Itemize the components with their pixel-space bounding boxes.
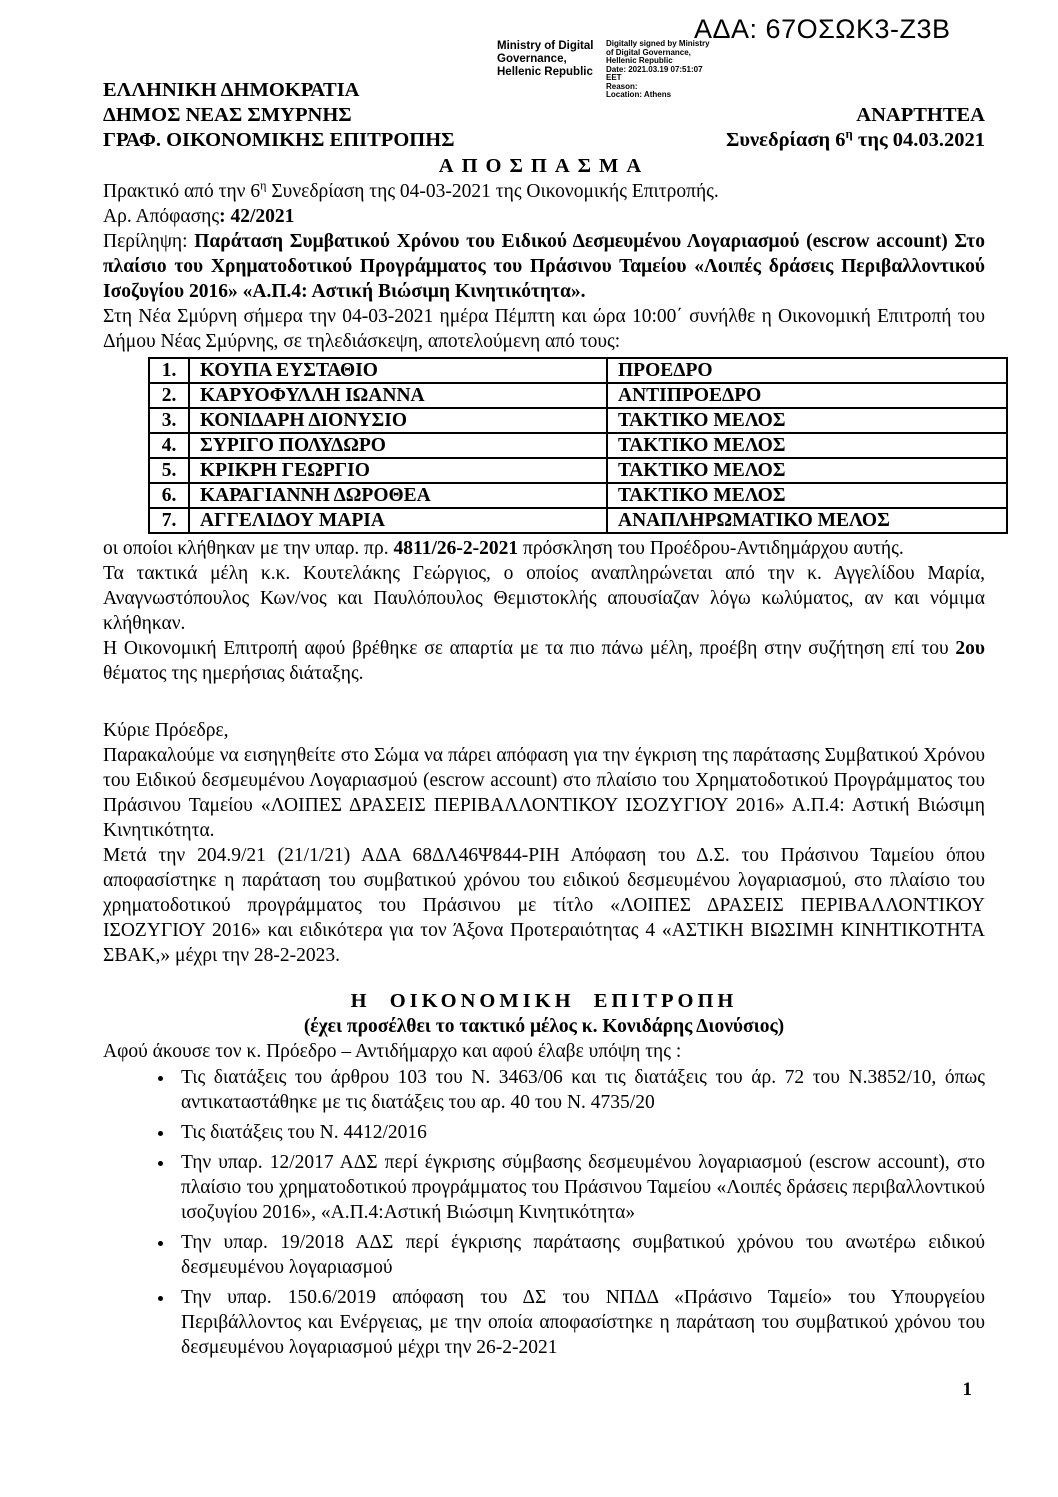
- consideration-item: • Τις διατάξεις του άρθρου 103 του Ν. 3463/06 και τις διατάξεις του άρ. 72 του Ν.3852/10, όπως αντικαταστάθηκε με τις διατάξεις του αρ. 40 του Ν. 4735/20: [175, 1065, 985, 1115]
- stamp-name-line: Governance,: [497, 53, 567, 65]
- org-line-municipality: ΔΗΜΟΣ ΝΕΑΣ ΣΜΥΡΝΗΣ: [103, 104, 352, 126]
- absent-members-paragraph: Τα τακτικά μέλη κ.κ. Κουτελάκης Γεώργιος, ο οποίος αναπληρώνεται από την κ. Αγγελίδου Μαρία, Αναγνωστόπουλος Κων/νος και Παυλόπουλος Θεμιστοκλής απουσίαζαν λόγω κωλύματος, αν και νόμιμα κλήθηκαν.: [103, 563, 985, 634]
- member-name: ΚΟΝΙΔΑΡΗ ΔΙΟΝΥΣΙΟ: [189, 408, 607, 433]
- decision-number-line: [103, 204, 985, 229]
- consideration-item: • Την υπαρ. 150.6/2019 απόφαση του ΔΣ του ΝΠΔΔ «Πράσινο Ταμείο» του Υπουργείου Περιβάλλοντος και Ενέργειας, με την οποία αποφασίστηκε η παράταση του συμβατικού χρόνου του δεσμευμένου λογαριασμού μέχρι την 26-2-2021: [175, 1285, 985, 1360]
- session-info: [726, 128, 985, 153]
- salutation-line: Κύριε Πρόεδρε,: [103, 720, 229, 741]
- request-paragraph: Παρακαλούμε να εισηγηθείτε στο Σώμα να πάρει απόφαση για την έγκριση της παράτασης Συμβατικού Χρόνου του Ειδικού δεσμευμένου Λογαριασμού (escrow account) στο πλαίσιο του Χρηματοδοτικού Προγράμματος του Πράσινου Ταμείου «ΛΟΙΠΕΣ ΔΡΑΣΕΙΣ ΠΕΡΙΒΑΛΛΟΝΤΙΚΟΥ ΙΣΟΖΥΓΙΟΥ 2016» Α.Π.4: Αστική Βιώσιμη Κινητικότητα.: [103, 745, 985, 841]
- agenda-item-number: 2ου: [955, 638, 985, 659]
- member-number: 7.: [149, 508, 189, 533]
- having-heard-line: Αφού άκουσε τον κ. Πρόεδρο – Αντιδήμαρχο και αφού έλαβε υπόψη της :: [103, 1041, 682, 1062]
- decision-number-value: : 42/2021: [219, 206, 295, 227]
- member-role: ΑΝΤΙΠΡΟΕΔΡΟ: [607, 383, 1007, 408]
- member-row: [149, 408, 1007, 433]
- stamp-detail-line: Digitally signed by Ministry: [606, 39, 710, 48]
- summary-label: Περίληψη:: [103, 231, 195, 252]
- invitation-text-rest: πρόσκληση του Προέδρου-Αντιδημάρχου αυτής.: [518, 538, 904, 559]
- member-row: [149, 483, 1007, 508]
- member-name: ΚΑΡΑΓΙΑΝΝΗ ΔΩΡΟΘΕΑ: [189, 483, 607, 508]
- minutes-superscript: η: [260, 178, 267, 193]
- committee-subheading: (έχει προσέλθει το τακτικό μέλος κ. Κονιδάρης Διονύσιος): [303, 1016, 785, 1037]
- anartitea-label: ΑΝΑΡΤΗΤΕΑ: [856, 104, 985, 126]
- quorum-paragraph: [103, 636, 985, 686]
- member-number: 5.: [149, 458, 189, 483]
- member-row: [149, 433, 1007, 458]
- member-role: ΤΑΚΤΙΚΟ ΜΕΛΟΣ: [607, 458, 1007, 483]
- document-header: [103, 78, 985, 153]
- green-fund-decision-paragraph: Μετά την 204.9/21 (21/1/21) ΑΔΑ 68ΔΛ46Ψ844-ΡΙΗ Απόφαση του Δ.Σ. του Πράσινου Ταμείου όπου αποφασίστηκε η παράταση του συμβατικού χρόνου του ειδικού δεσμευμένου λογαριασμού, στο πλαίσιο του χρηματοδοτικού προγράμματος του Πράσινου με τίτλο «ΛΟΙΠΕΣ ΔΡΑΣΕΙΣ ΠΕΡΙΒΑΛΛΟΝΤΙΚΟΥ ΙΣΟΖΥΓΙΟΥ 2016» και ειδικότερα για τον Άξονα Προτεραιότητας 4 «ΑΣΤΙΚΗ ΒΙΩΣΙΜΗ ΚΙΝΗΤΙΚΟΤΗΤΑ ΣΒΑΚ,» μέχρι την 28-2-2023.: [103, 845, 985, 966]
- member-name: ΑΓΓΕΛΙΔΟΥ ΜΑΡΙΑ: [189, 508, 607, 533]
- member-row: [149, 383, 1007, 408]
- stamp-detail-line: of Digital Governance,: [606, 47, 691, 57]
- member-row: [149, 358, 1007, 383]
- summary-paragraph: [103, 229, 985, 304]
- member-role: ΤΑΚΤΙΚΟ ΜΕΛΟΣ: [607, 408, 1007, 433]
- consideration-item: • Τις διατάξεις του Ν. 4412/2016: [175, 1120, 985, 1145]
- members-table: [148, 357, 1008, 534]
- member-name: ΣΥΡΙΓΟ ΠΟΛΥΔΩΡΟ: [189, 433, 607, 458]
- member-number: 4.: [149, 433, 189, 458]
- stamp-detail-line: Reason:: [606, 81, 638, 91]
- member-number: 3.: [149, 408, 189, 433]
- member-role: ΤΑΚΤΙΚΟ ΜΕΛΟΣ: [607, 483, 1007, 508]
- invitation-text: οι οποίοι κλήθηκαν με την υπαρ. πρ.: [103, 538, 394, 559]
- member-number: 1.: [149, 358, 189, 383]
- member-number: 6.: [149, 483, 189, 508]
- session-opening-paragraph: Στη Νέα Σμύρνη σήμερα την 04-03-2021 ημέρα Πέμπτη και ώρα 10:00΄ συνήλθε η Οικονομική Επιτροπή του Δήμου Νέας Σμύρνης, σε τηλεδιάσκεψη, αποτελούμενη από τους:: [103, 306, 985, 352]
- stamp-name-line: Hellenic Republic: [497, 66, 593, 78]
- committee-heading: Η ΟΙΚΟΝΟΜΙΚΗ ΕΠΙΤΡΟΠΗ: [350, 990, 738, 1012]
- member-role: ΠΡΟΕΔΡΟ: [607, 358, 1007, 383]
- summary-text: Παράταση Συμβατικού Χρόνου του Ειδικού Δεσμευμένου Λογαριασμού (escrow account) Στο πλαίσιο του Χρηματοδοτικού Προγράμματος του Πράσινου Ταμείου «Λοιπές δράσεις Περιβαλλοντικού Ισοζυγίου 2016» «Α.Π.4: Αστική Βιώσιμη Κινητικότητα».: [103, 231, 985, 302]
- minutes-line: [103, 179, 985, 204]
- member-name: ΚΟΥΠΑ ΕΥΣΤΑΘΙΟ: [189, 358, 607, 383]
- stamp-detail-line: EET: [606, 73, 622, 82]
- stamp-detail-line: Location: Athens: [606, 90, 672, 99]
- spacer: [103, 686, 985, 718]
- member-role: ΤΑΚΤΙΚΟ ΜΕΛΟΣ: [607, 433, 1007, 458]
- quorum-text: Η Οικονομική Επιτροπή αφού βρέθηκε σε απαρτία με τα πιο πάνω μέλη, προέβη στην συζήτηση επί του: [103, 638, 956, 659]
- session-prefix: Συνεδρίαση 6: [725, 129, 846, 151]
- org-line-republic: ΕΛΛΗΝΙΚΗ ΔΗΜΟΚΡΑΤΙΑ: [103, 79, 360, 101]
- ada-code: ΑΔΑ: 67ΟΣΩΚ3-Ζ3Β: [694, 14, 951, 44]
- member-name: ΚΡΙΚΡΗ ΓΕΩΡΓΙΟ: [189, 458, 607, 483]
- decision-number-label: Αρ. Απόφασης: [103, 206, 220, 227]
- session-superscript: η: [845, 127, 853, 142]
- invitation-paragraph: [103, 536, 985, 561]
- considerations-list: [103, 1065, 985, 1360]
- consideration-item: • Την υπαρ. 12/2017 ΑΔΣ περί έγκρισης σύμβασης δεσμευμένου λογαριασμού (escrow account), στο πλαίσιο του χρηματοδοτικού προγράμματος του Πράσινου Ταμείου «Λοιπές δράσεις περιβαλλοντικού ισοζυγίου 2016», «Α.Π.4:Αστική Βιώσιμη Κινητικότητα»: [175, 1150, 985, 1225]
- header-right: [726, 103, 985, 153]
- member-role: ΑΝΑΠΛΗΡΩΜΑΤΙΚΟ ΜΕΛΟΣ: [607, 508, 1007, 533]
- stamp-name-line: Ministry of Digital: [497, 40, 594, 52]
- stamp-detail-line: Hellenic Republic: [606, 56, 673, 65]
- document-title: ΑΠΟΣΠΑΣΜΑ: [438, 155, 650, 177]
- member-row: [149, 508, 1007, 533]
- member-row: [149, 458, 1007, 483]
- minutes-line-text: Πρακτικό από την 6: [103, 181, 261, 202]
- session-suffix: της 04.03.2021: [852, 129, 985, 151]
- page-number: 1: [962, 1379, 972, 1400]
- member-number: 2.: [149, 383, 189, 408]
- consideration-item: • Την υπαρ. 19/2018 ΑΔΣ περί έγκρισης παράτασης συμβατικού χρόνου του ανωτέρω ειδικού δεσμευμένου λογαριασμού: [175, 1230, 985, 1280]
- minutes-line-rest: Συνεδρίαση της 04-03-2021 της Οικονομικής Επιτροπής.: [266, 181, 719, 202]
- stamp-detail-line: Date: 2021.03.19 07:51:07: [606, 64, 703, 74]
- org-line-office: ΓΡΑΦ. ΟΙΚΟΝΟΜΙΚΗΣ ΕΠΙΤΡΟΠΗΣ: [103, 129, 455, 151]
- invitation-protocol-number: 4811/26-2-2021: [393, 538, 519, 559]
- member-name: ΚΑΡΥΟΦΥΛΛΗ ΙΩΑΝΝΑ: [189, 383, 607, 408]
- quorum-text-rest: θέματος της ημερήσιας διάταξης.: [103, 663, 364, 684]
